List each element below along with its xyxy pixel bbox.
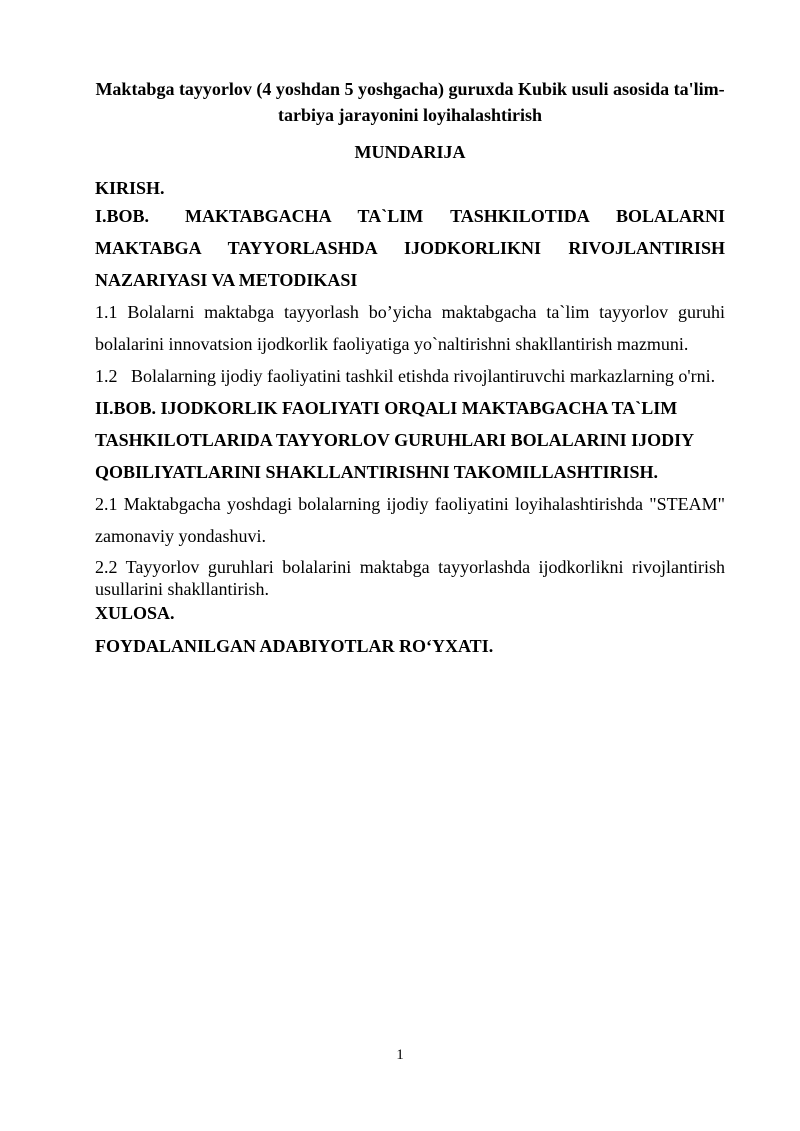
toc-chapter-2: II.BOB. IJODKORLIK FAOLIYATI ORQALI MAKTABGACHA TA`LIM TASHKILOTLARIDA TAYYORLOV GURUHLARI BOLALARINI IJODIY QOBILIYATLARINI SHAKLLANTIRISHNI TAKOMILLASHTIRISH. (95, 398, 694, 482)
toc-chapter-1-prefix: I.BOB. (95, 206, 150, 226)
toc-section-2-1: 2.1 Maktabgacha yoshdagi bolalarning ijodiy faoliyatini loyihalashtirishda "STEAM" zamonaviy yondashuvi. (95, 494, 725, 546)
toc-chapter-1-title: MAKTABGACHA TA`LIM TASHKILOTIDA BOLALARNI MAKTABGA TAYYORLASHDA IJODKORLIKNI RIVOJLANTIRISH NAZARIYASI VA METODIKASI (95, 206, 725, 290)
toc-conclusion: XULOSA. (95, 603, 175, 623)
toc-chapter-1 (95, 200, 725, 296)
page-number: 1 (396, 1047, 404, 1063)
table-of-contents (95, 176, 725, 662)
toc-references: FOYDALANILGAN ADABIYOTLAR RO‘YXATI. (95, 636, 494, 656)
toc-section-1-1: 1.1 Bolalarni maktabga tayyorlash bo’yicha maktabgacha ta`lim tayyorlov guruhi bolalarini innovatsion ijodkorlik faoliyatiga yo`naltirishni shakllantirish mazmuni. (95, 302, 725, 354)
toc-section-1-2: 1.2 Bolalarning ijodiy faoliyatini tashkil etishda rivojlantiruvchi markazlarning o'rni. (95, 366, 716, 386)
document-title: Maktabga tayyorlov (4 yoshdan 5 yoshgacha) guruxda Kubik usuli asosida ta'lim-tarbiya jarayonini loyihalashtirish (95, 79, 725, 125)
toc-section-2-2: 2.2 Tayyorlov guruhlari bolalarini maktabga tayyorlashda ijodkorlikni rivojlantirish usullarini shakllantirish. (95, 557, 725, 599)
contents-heading: MUNDARIJA (354, 142, 466, 162)
toc-intro: KIRISH. (95, 178, 165, 198)
